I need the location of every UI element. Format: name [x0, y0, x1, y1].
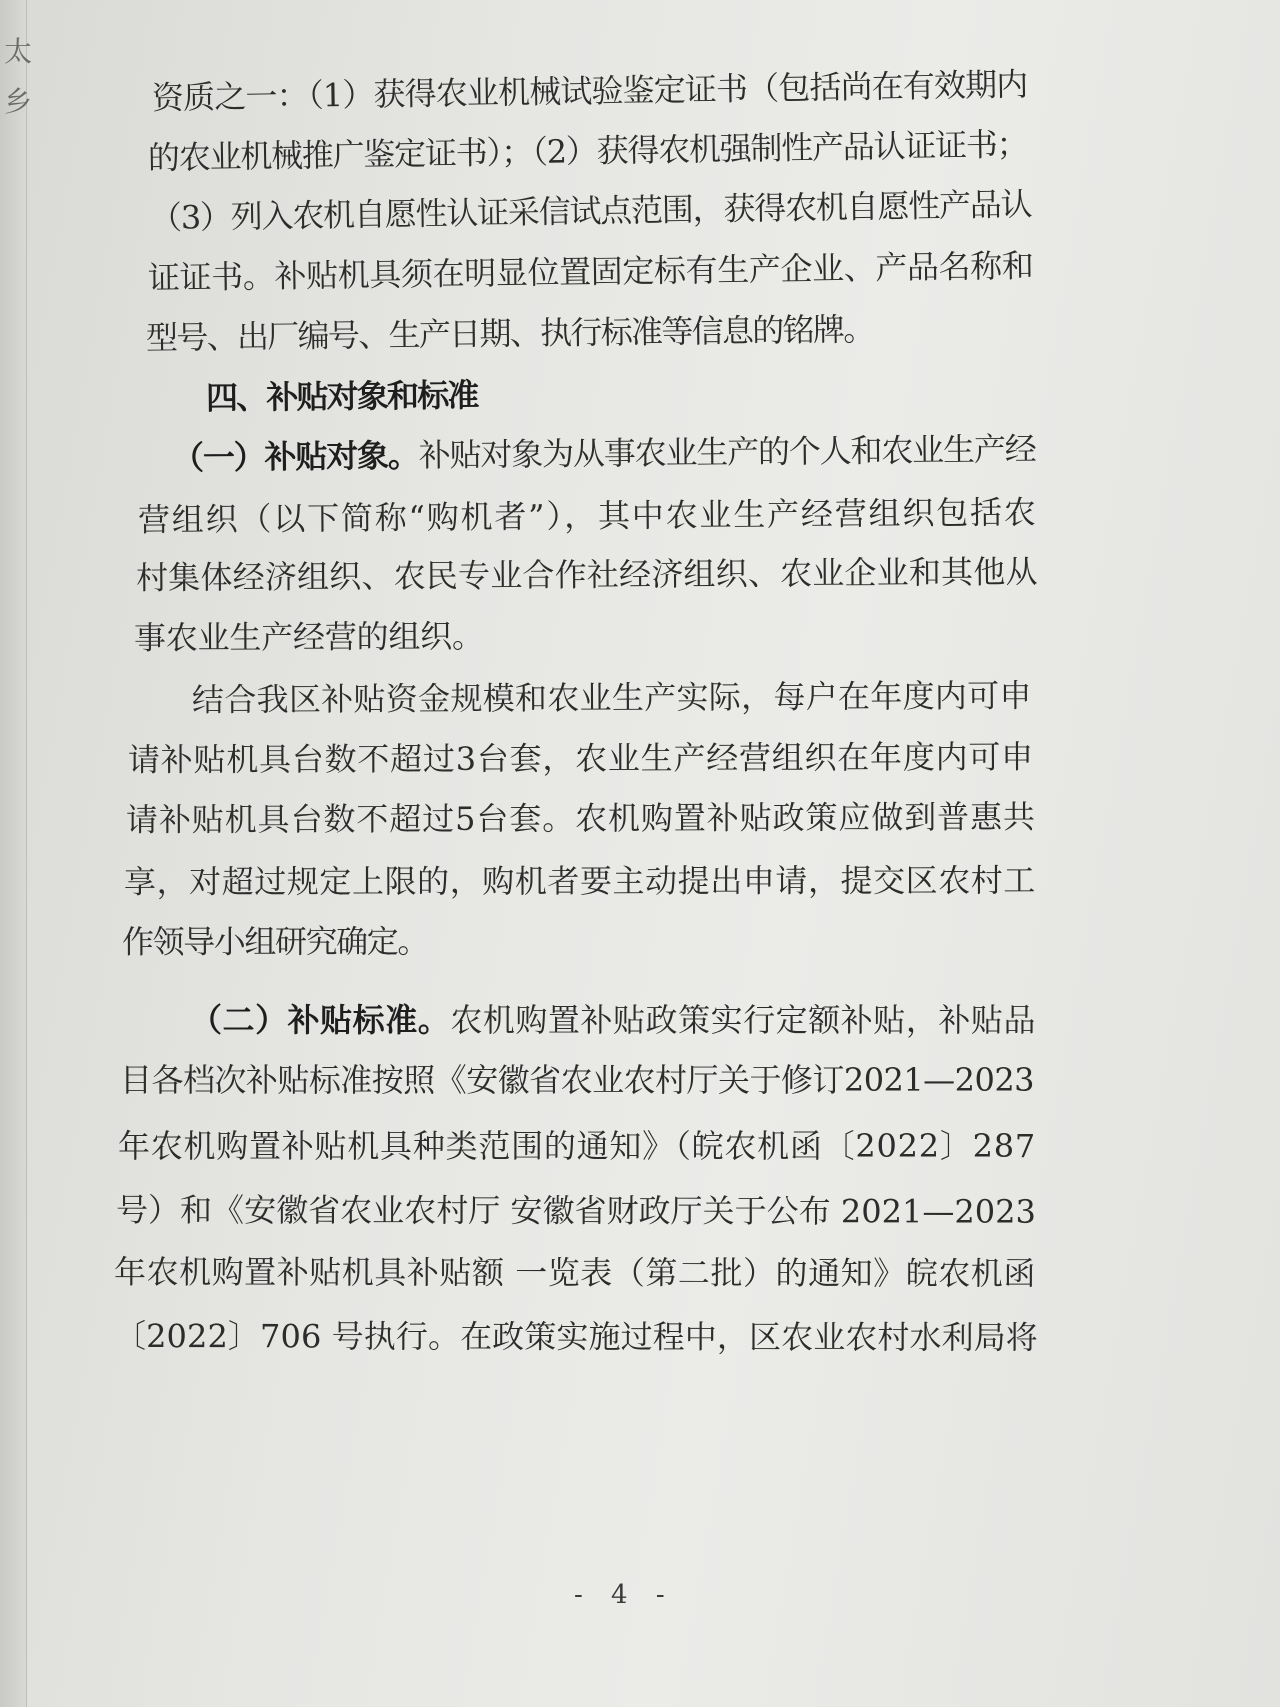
line-text: 事农业生产经营的组织。 — [133, 617, 484, 657]
bold-heading-text: 四、补贴对象和标准 — [205, 376, 478, 417]
text-line — [124, 860, 1036, 902]
line-text: 作领导小组研究确定。 — [121, 922, 428, 961]
edge-char: 乡 — [4, 85, 33, 118]
text-line — [138, 492, 1038, 540]
text-line — [114, 1252, 1036, 1294]
line-text: 目各档次补贴标准按照《安徽省农业农村厅关于修订2021—2023 — [120, 1061, 1034, 1099]
text-line — [122, 921, 428, 962]
text-line — [190, 1000, 1036, 1040]
text-line — [136, 552, 1038, 598]
text-line — [206, 375, 478, 418]
text-line — [128, 737, 1034, 780]
text-line — [120, 1060, 1034, 1100]
line-text: 证证书。补贴机具须在明显位置固定标有生产企业、产品名称和 — [147, 246, 1034, 297]
line-text: 请补贴机具台数不超过3台套，农业生产经营组织在年度内可申 — [127, 737, 1034, 779]
text-line — [172, 429, 1036, 478]
text-line — [116, 1190, 1036, 1232]
text-line — [118, 1126, 1036, 1166]
line-text: 的农业机械推广鉴定证书）；（2）获得农机强制性产品认证证书； — [147, 125, 1028, 177]
page-number: - 4 - — [574, 1580, 675, 1610]
line-text: 号）和《安徽省农业农村厅 安徽省财政厅关于公布 2021—2023 — [115, 1191, 1036, 1231]
text-line — [146, 309, 874, 358]
line-text: 型号、出厂编号、生产日期、执行标准等信息的铭牌。 — [145, 310, 874, 357]
line-text: 村集体经济组织、农民专业合作社经济组织、农业企业和其他从 — [135, 552, 1038, 597]
edge-char: 太 — [4, 35, 33, 68]
line-text: 结合我区补贴资金规模和农业生产实际，每户在年度内可申 — [191, 676, 1032, 719]
text-line — [150, 184, 1032, 238]
line-text: 补贴对象为从事农业生产的个人和农业生产经 — [418, 429, 1036, 475]
line-text: 年农机购置补贴机具补贴额 一览表（第二批）的通知》皖农机函 — [113, 1253, 1036, 1293]
line-text: （3）列入农机自愿性认证采信试点范围，获得农机自愿性产品认 — [149, 185, 1032, 237]
line-text: 资质之一：（1）获得农业机械试验鉴定证书（包括尚在有效期内 — [151, 65, 1028, 117]
line-text: 年农机购置补贴机具种类范围的通知》（皖农机函〔2022〕287 — [118, 1127, 1036, 1165]
line-text: 农机购置补贴政策实行定额补贴，补贴品 — [450, 1001, 1036, 1039]
adjacent-page-edge — [0, 0, 33, 1707]
text-line — [114, 1316, 1038, 1358]
line-text: 请补贴机具台数不超过5台套。农机购置补贴政策应做到普惠共 — [125, 797, 1036, 839]
bold-heading-text: （二）补贴标准。 — [190, 1001, 451, 1039]
text-line — [148, 124, 1028, 178]
line-text: 营组织（以下简称“购机者”），其中农业生产经营组织包括农 — [137, 493, 1038, 539]
text-line — [152, 64, 1028, 118]
line-text: 〔2022〕706 号执行。在政策实施过程中，区农业农村水利局将 — [113, 1317, 1038, 1357]
bold-heading-text: （一）补贴对象。 — [171, 436, 419, 477]
text-line — [134, 616, 484, 658]
text-line — [126, 797, 1036, 840]
text-line — [148, 246, 1034, 298]
text-line — [192, 676, 1032, 720]
line-text: 享，对超过规定上限的，购机者要主动提出申请，提交区农村工 — [123, 861, 1036, 901]
